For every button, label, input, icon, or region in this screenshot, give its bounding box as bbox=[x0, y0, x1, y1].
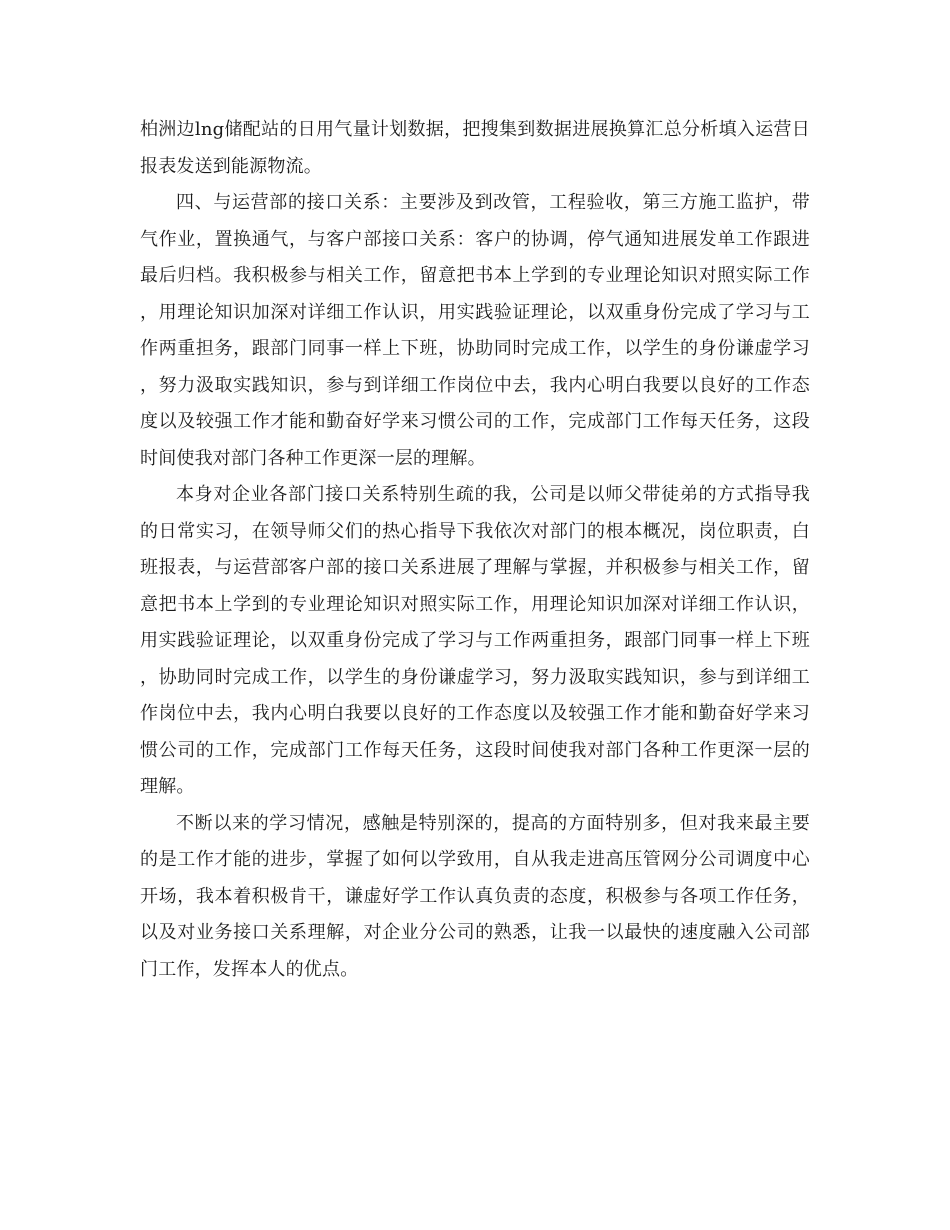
paragraph-interface-relations: 四、与运营部的接口关系：主要涉及到改管，工程验收，第三方施工监护，带气作业，置换通气，与客户部接口关系：客户的协调，停气通知进展发单工作跟进最后归档。我积极参与相关工作，留意把书本上学到的专业理论知识对照实际工作，用理论知识加深对详细工作认识，用实践验证理论，以双重身份完成了学习与工作两重担务，跟部门同事一样上下班，协助同时完成工作，以学生的身份谦虚学习，努力汲取实践知识，参与到详细工作岗位中去，我内心明白我要以良好的工作态度以及较强工作才能和勤奋好学来习惯公司的工作，完成部门工作每天任务，这段时间使我对部门各种工作更深一层的理解。 bbox=[140, 192, 810, 469]
paragraph-continuation: 柏洲边lng储配站的日用气量计划数据，把搜集到数据进展换算汇总分析填入运营日报表发送到能源物流。 bbox=[140, 119, 810, 177]
paragraph-internship-guidance: 本身对企业各部门接口关系特别生疏的我，公司是以师父带徒弟的方式指导我的日常实习，在领导师父们的热心指导下我依次对部门的根本概况，岗位职责，白班报表，与运营部客户部的接口关系进展了理解与掌握，并积极参与相关工作，留意把书本上学到的专业理论知识对照实际工作，用理论知识加深对详细工作认识，用实践验证理论，以双重身份完成了学习与工作两重担务，跟部门同事一样上下班，协助同时完成工作，以学生的身份谦虚学习，努力汲取实践知识，参与到详细工作岗位中去，我内心明白我要以良好的工作态度以及较强工作才能和勤奋好学来习惯公司的工作，完成部门工作每天任务，这段时间使我对部门各种工作更深一层的理解。 bbox=[140, 484, 810, 797]
paragraph-summary: 不断以来的学习情况，感触是特别深的，提高的方面特别多，但对我来最主要的是工作才能的进步，掌握了如何以学致用，自从我走进高压管网分公司调度中心开场，我本着积极肯干，谦虚好学工作认真负责的态度，积极参与各项工作任务，以及对业务接口关系理解，对企业分公司的熟悉，让我一以最快的速度融入公司部门工作，发挥本人的优点。 bbox=[140, 812, 810, 980]
document-body bbox=[140, 112, 810, 988]
